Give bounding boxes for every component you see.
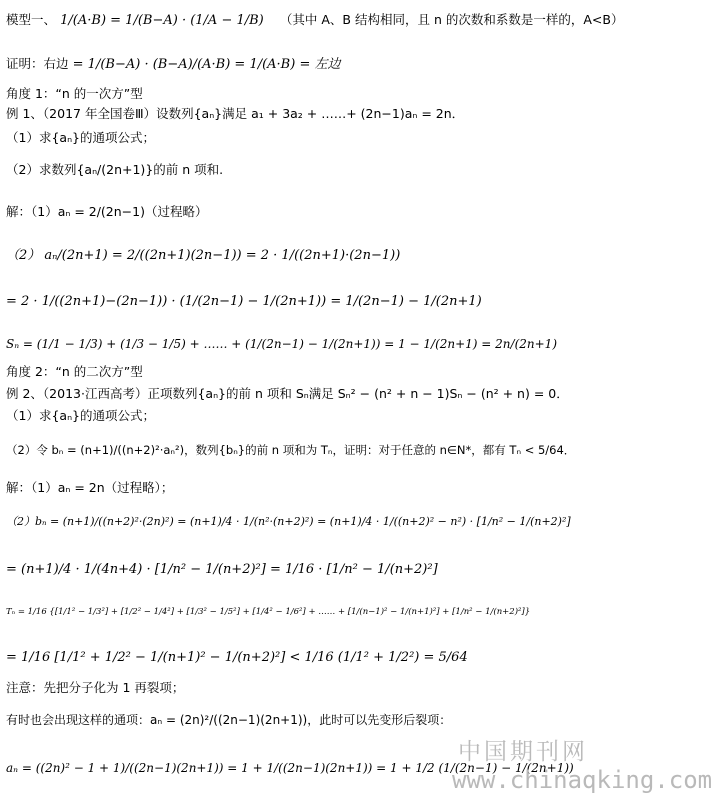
ex2-stem: 例 2、（2013·江西高考）正项数列{aₙ}的前 n 项和 Sₙ满足 Sₙ² − (n² + n − 1)Sₙ − (n² + n) = 0． <box>6 386 569 401</box>
ex1-sol2-line2: = 2 · 1/((2n+1)−(2n−1)) · (1/(2n−1) − 1/(2n+1)) = 1/(2n−1) − 1/(2n+1) <box>6 294 482 309</box>
ex1-stem: 例 1、（2017 年全国卷Ⅲ）设数列{aₙ}满足 a₁ + 3a₂ + ……+ (2n−1)aₙ = 2n． <box>6 106 465 121</box>
note2: 有时也会出现这样的通项：aₙ = (2n)²/((2n−1)(2n+1))，此时可以先变形后裂项： <box>6 713 452 727</box>
proof-label: 证明：右边 <box>6 56 69 71</box>
angle1-title: 角度 1：“n 的一次方”型 <box>6 86 143 101</box>
proof-row <box>6 56 340 73</box>
ex1-sol2-line1: （2） aₙ/(2n+1) = 2/((2n+1)(2n−1)) = 2 · 1/((2n+1)·(2n−1)) <box>6 248 401 263</box>
note1: 注意：先把分子化为 1 再裂项； <box>6 680 185 695</box>
proof-formula: = 1/(B−A) · (B−A)/(A·B) = 1/(A·B) = 左边 <box>72 57 341 72</box>
ex1-sol1: 解：（1）aₙ = 2/(2n−1)（过程略） <box>6 204 208 219</box>
ex2-q2: （2）令 bₙ = (n+1)/((n+2)²·aₙ²)，数列{bₙ}的前 n 项和为 Tₙ，证明：对于任意的 n∈N*，都有 Tₙ < 5/64． <box>6 443 576 457</box>
model1-row <box>6 12 623 29</box>
ex1-q1: （1）求{aₙ}的通项公式； <box>6 130 155 145</box>
ex2-q1: （1）求{aₙ}的通项公式； <box>6 408 155 423</box>
ex2-sol2-line1: （2）bₙ = (n+1)/((n+2)²·(2n)²) = (n+1)/4 · 1/(n²·(n+2)²) = (n+1)/4 · 1/((n+2)² − n²) · [1/n² − 1/(n+2)²] <box>6 515 571 528</box>
watermark-url: www.chinaqking.com <box>452 766 712 794</box>
model1-note: （其中 A、B 结构相同，且 n 的次数和系数是一样的，A<B） <box>279 12 624 27</box>
angle2-title: 角度 2：“n 的二次方”型 <box>6 364 143 379</box>
ex2-sol1: 解：（1）aₙ = 2n（过程略）； <box>6 480 174 495</box>
watermark-cn: 中国期刊网 <box>458 739 588 765</box>
ex2-sol2-line3: Tₙ = 1/16 {[1/1² − 1/3²] + [1/2² − 1/4²] + [1/3² − 1/5²] + [1/4² − 1/6²] + …… + [1/(n−1)² − 1/(n+1)²] + [1/n² − 1/(n+2)²]} <box>6 607 531 617</box>
ex1-q2: （2）求数列{aₙ/(2n+1)}的前 n 项和. <box>6 162 224 177</box>
ex2-sol2-line4: = 1/16 [1/1² + 1/2² − 1/(n+1)² − 1/(n+2)²] < 1/16 (1/1² + 1/2²) = 5/64 <box>6 650 468 665</box>
ex2-sol2-line2: = (n+1)/4 · 1/(4n+4) · [1/n² − 1/(n+2)²] = 1/16 · [1/n² − 1/(n+2)²] <box>6 562 438 577</box>
model1-formula: 1/(A·B) = 1/(B−A) · (1/A − 1/B) <box>60 13 264 28</box>
model1-label: 模型一、 <box>6 12 57 27</box>
final-formula: aₙ = ((2n)² − 1 + 1)/((2n−1)(2n+1)) = 1 + 1/((2n−1)(2n+1)) = 1 + 1/2 (1/(2n−1) − 1/(2n+1)) <box>6 761 574 775</box>
ex1-sol2-line3: Sₙ = (1/1 − 1/3) + (1/3 − 1/5) + …… + (1/(2n−1) − 1/(2n+1)) = 1 − 1/(2n+1) = 2n/(2n+1) <box>6 337 557 351</box>
